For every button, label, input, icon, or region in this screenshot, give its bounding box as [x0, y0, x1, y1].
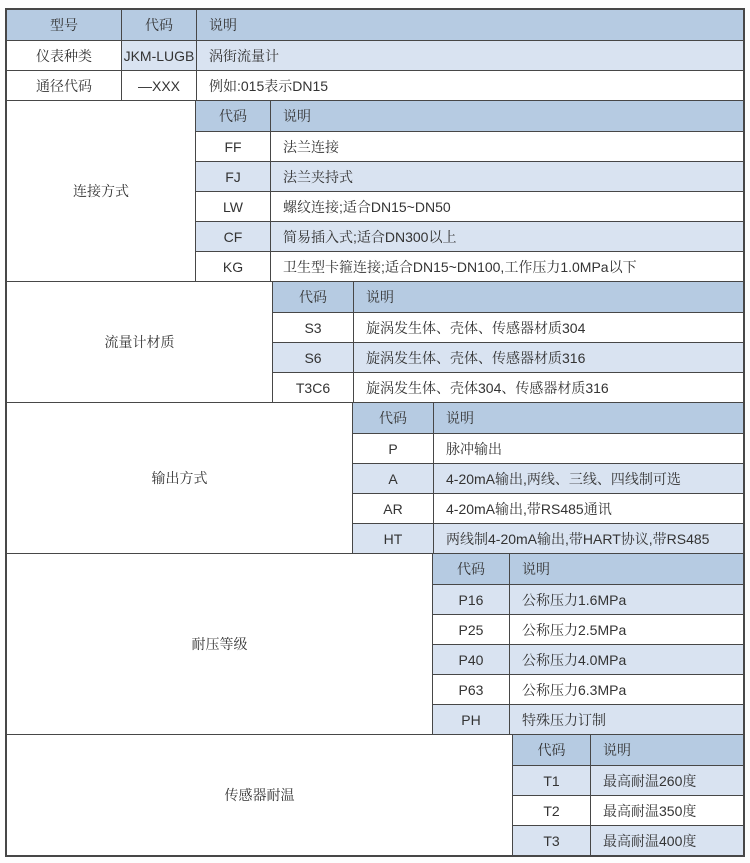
sub-header-desc: 说明 [433, 403, 743, 433]
sub-header-desc: 说明 [590, 735, 743, 765]
spec-row [433, 674, 743, 704]
code-cell: —XXX [121, 71, 196, 100]
sub-header-row [353, 403, 743, 433]
spec-row [196, 131, 743, 161]
code-cell: CF [223, 228, 243, 245]
desc-cell: 脉冲输出 [433, 434, 743, 463]
sub-header-row [513, 735, 743, 765]
code-cell: S3 [304, 319, 322, 336]
spec-row [273, 342, 743, 372]
section-sensor-temperature [7, 734, 743, 855]
section-label: 流量计材质 [7, 282, 273, 402]
desc-cell: 法兰连接 [270, 132, 743, 161]
spec-row [433, 584, 743, 614]
sub-header-code: 代码 [537, 742, 566, 758]
sub-header-row [273, 282, 743, 312]
code-cell: T3 [543, 832, 560, 849]
col-header-code: 代码 [121, 10, 196, 40]
desc-cell: 公称压力2.5MPa [509, 615, 743, 644]
spec-row [433, 614, 743, 644]
desc-cell: 公称压力1.6MPa [509, 585, 743, 614]
sub-header-code: 代码 [379, 410, 407, 426]
code-cell: PH [461, 711, 481, 728]
spec-row [513, 765, 743, 795]
spec-row [196, 221, 743, 251]
section-label: 输出方式 [7, 403, 353, 553]
row-diameter-code [7, 70, 743, 100]
sub-header-desc: 说明 [509, 554, 743, 584]
spec-row [196, 191, 743, 221]
code-cell: P16 [458, 591, 484, 608]
code-cell: P [388, 440, 398, 457]
desc-cell: 涡街流量计 [196, 41, 743, 70]
row-label: 仪表种类 [36, 47, 92, 64]
code-cell: FJ [225, 168, 241, 185]
section-sub-table [196, 101, 743, 281]
code-cell: S6 [304, 349, 322, 366]
section-sub-table [513, 735, 743, 855]
code-cell: KG [222, 258, 244, 275]
spec-row [196, 161, 743, 191]
code-cell: P25 [458, 621, 484, 638]
code-cell: FF [224, 138, 242, 155]
desc-cell: 简易插入式;适合DN300以上 [270, 222, 743, 251]
code-cell: A [388, 470, 398, 487]
section-sub-table [273, 282, 743, 402]
spec-row [353, 493, 743, 523]
code-cell: P40 [458, 651, 484, 668]
code-cell: LW [223, 198, 243, 215]
desc-cell: 最高耐温400度 [590, 826, 743, 855]
sub-header-desc: 说明 [353, 282, 743, 312]
desc-cell: 最高耐温350度 [590, 796, 743, 825]
spec-row [353, 523, 743, 553]
section-label: 耐压等级 [7, 554, 433, 734]
spec-row [353, 463, 743, 493]
section-sub-table [353, 403, 743, 553]
desc-cell: 例如:015表示DN15 [196, 71, 743, 100]
code-cell: T3C6 [295, 379, 331, 396]
section-pressure-rating [7, 553, 743, 734]
spec-row [433, 644, 743, 674]
section-body-material [7, 281, 743, 402]
desc-cell: 4-20mA输出,带RS485通讯 [433, 494, 743, 523]
desc-cell: 4-20mA输出,两线、三线、四线制可选 [433, 464, 743, 493]
spec-row [513, 795, 743, 825]
col-header-desc: 说明 [196, 10, 743, 40]
desc-cell: 螺纹连接;适合DN15~DN50 [270, 192, 743, 221]
desc-cell: 卫生型卡箍连接;适合DN15~DN100,工作压力1.0MPa以下 [270, 252, 743, 281]
spec-row [433, 704, 743, 734]
model-selection-table [5, 8, 745, 857]
row-label: 通径代码 [36, 77, 92, 94]
sub-header-code: 代码 [457, 561, 485, 577]
code-cell: T2 [543, 802, 560, 819]
sub-header-code: 代码 [219, 108, 247, 124]
desc-cell: 旋涡发生体、壳体、传感器材质304 [353, 313, 743, 342]
sub-header-row [196, 101, 743, 131]
table-header-row [7, 10, 743, 40]
spec-row [353, 433, 743, 463]
code-cell: HT [383, 530, 403, 547]
section-label: 传感器耐温 [7, 735, 513, 855]
spec-row [196, 251, 743, 281]
desc-cell: 旋涡发生体、壳体、传感器材质316 [353, 343, 743, 372]
section-label: 连接方式 [7, 101, 196, 281]
code-cell: P63 [458, 681, 484, 698]
section-sub-table [433, 554, 743, 734]
sub-header-code: 代码 [299, 289, 327, 305]
sub-header-row [433, 554, 743, 584]
section-connection-type [7, 100, 743, 281]
row-instrument-type [7, 40, 743, 70]
col-header-model: 型号 [50, 17, 78, 33]
spec-row [273, 312, 743, 342]
desc-cell: 公称压力6.3MPa [509, 675, 743, 704]
desc-cell: 旋涡发生体、壳体304、传感器材质316 [353, 373, 743, 402]
spec-row [273, 372, 743, 402]
desc-cell: 两线制4-20mA输出,带HART协议,带RS485 [433, 524, 743, 553]
sub-header-desc: 说明 [270, 101, 743, 131]
desc-cell: 法兰夹持式 [270, 162, 743, 191]
desc-cell: 特殊压力订制 [509, 705, 743, 734]
code-cell: T1 [543, 772, 560, 789]
section-output-mode [7, 402, 743, 553]
desc-cell: 最高耐温260度 [590, 766, 743, 795]
code-cell: JKM-LUGB [121, 41, 196, 70]
desc-cell: 公称压力4.0MPa [509, 645, 743, 674]
code-cell: AR [383, 500, 403, 517]
